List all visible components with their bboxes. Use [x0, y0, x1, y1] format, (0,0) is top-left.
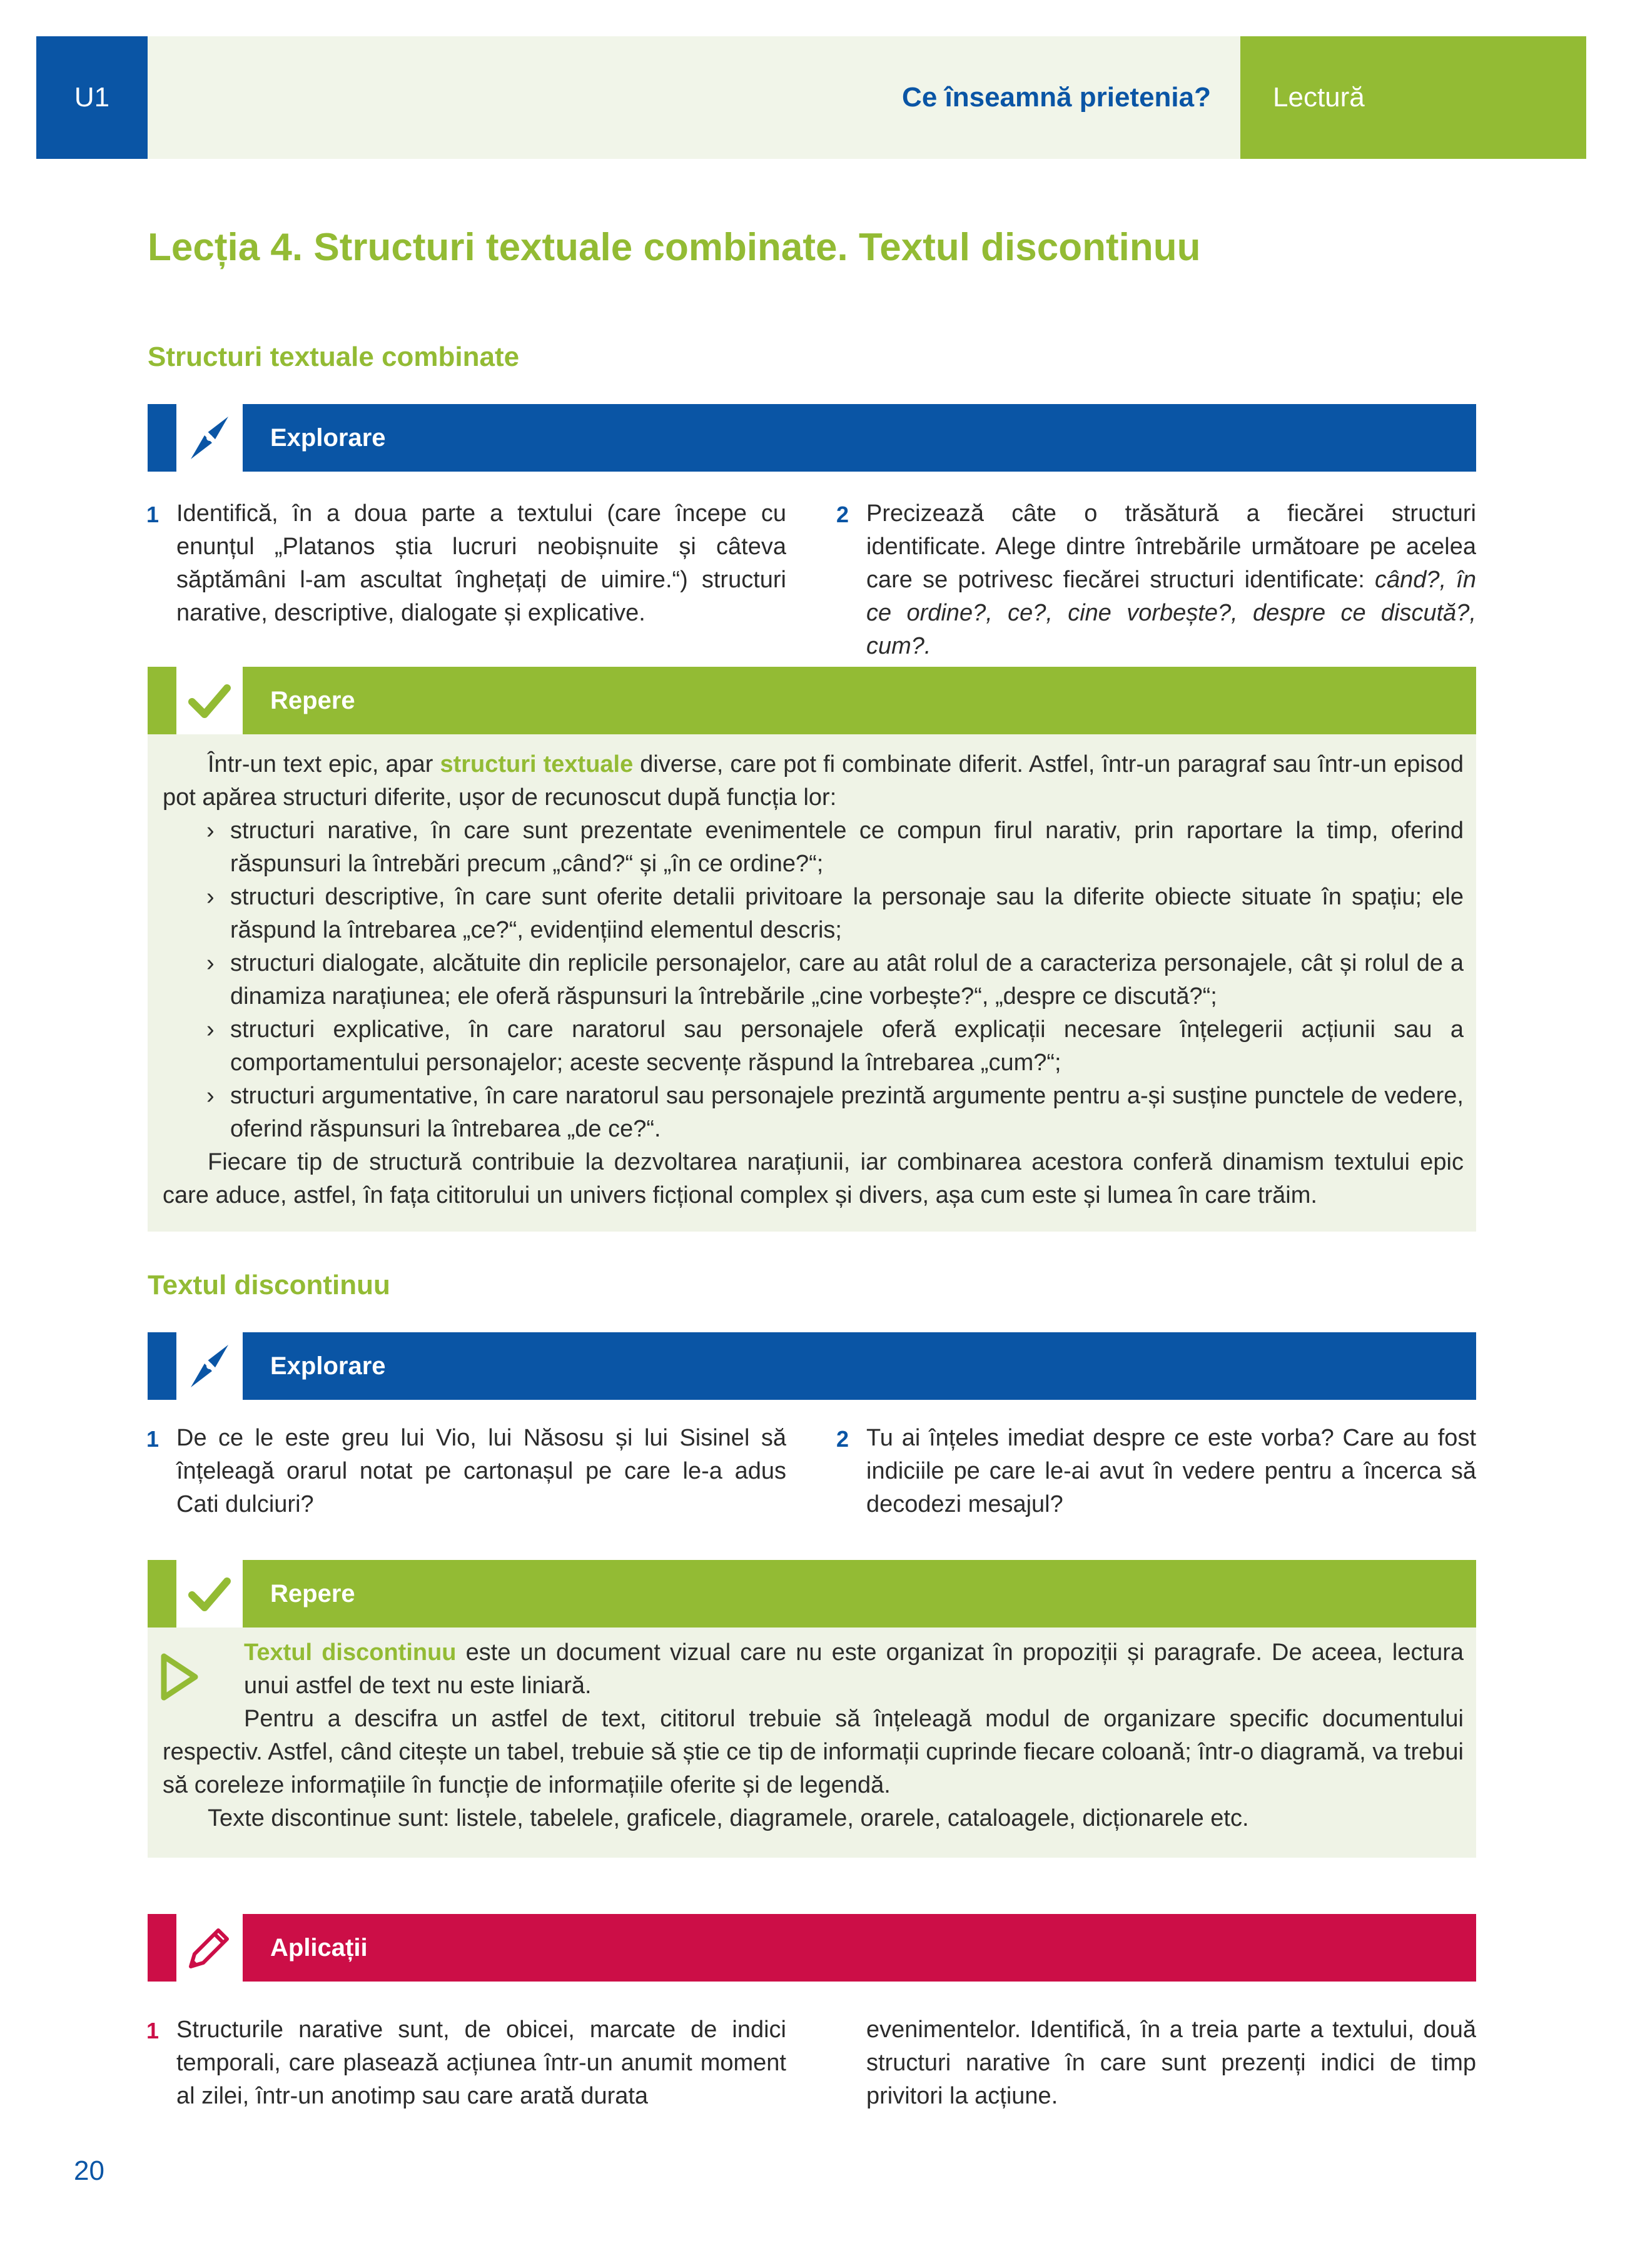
exercise-text: De ce le este greu lui Vio, lui Năsosu și lui Sisinel să înțeleagă orarul notat pe cartonașul pe care le-a adus Cati dulciuri?: [176, 1425, 786, 1517]
checkmark-icon: [176, 667, 243, 734]
list-item-text: structuri dialogate, alcătuite din replicile personajelor, care au atât rolul de a caracteriza personajele, cât și rolul de a dinamiza narațiunea; ele oferă răspunsuri la întrebările „cine vorbește?“, „despre ce discută?“;: [230, 950, 1464, 1010]
header-section-label: Lectură: [1273, 82, 1365, 113]
bullet-marker: ›: [206, 950, 215, 976]
bullet-marker: ›: [206, 1083, 215, 1109]
list-item: [206, 1080, 1464, 1146]
unit-label: U1: [74, 82, 110, 113]
pencil-icon: [176, 1914, 243, 1982]
exercise-text-col1: Structurile narative sunt, de obicei, marcate de indici temporali, care plasează acțiunea într-un anumit moment al zilei, într-un anotimp sau care arată durata: [176, 2017, 786, 2109]
paragraph-text: este un document vizual care nu este organizat în propoziții și paragrafe. De aceea, lectura unui astfel de text nu este liniară.: [244, 1639, 1464, 1699]
repere-bar-tab: [148, 1560, 176, 1628]
explorare-bar-tab: [148, 404, 176, 472]
list-item-text: structuri argumentative, în care naratorul sau personajele prezintă argumente pentru a-și susține punctele de vedere, oferind răspunsuri la întrebarea „de ce?“.: [230, 1083, 1464, 1142]
explorare-bar-tab: [148, 1332, 176, 1400]
repere-intro: [163, 748, 1464, 814]
checkmark-icon: [176, 1560, 243, 1628]
exercise-text-col2: evenimentelor. Identifică, în a treia parte a textului, două structuri narative în care sunt prezenți indici de timp privitori la acțiune.: [866, 2017, 1476, 2109]
section-heading-textul-discontinuu: Textul discontinuu: [148, 1270, 390, 1300]
aplicatii-label: Aplicații: [270, 1933, 368, 1962]
list-item-text: structuri narative, în care sunt prezentate evenimentele ce compun firul narativ, prin raportare la timp, oferind răspunsuri la întrebări precum „când?“ și „în ce ordine?“;: [230, 818, 1464, 877]
repere-bar: [243, 1560, 1476, 1628]
explorare-label: Explorare: [270, 1352, 386, 1380]
unit-badge: [36, 36, 148, 159]
repere-paragraph-3: Texte discontinue sunt: listele, tabelele, graficele, diagramele, orarele, cataloagele, dicționarele etc.: [208, 1805, 1249, 1831]
highlight-term: structuri textuale: [440, 751, 634, 777]
play-triangle-icon: [158, 1651, 201, 1706]
exercise-number: 1: [146, 1426, 159, 1452]
page-number: 20: [74, 2155, 104, 2186]
repere-paragraph-2: Pentru a descifra un astfel de text, cititorul trebuie să înțeleagă modul de organizare specific documentului respectiv. Astfel, când citește un tabel, trebuie să știe ce tip de informații cuprinde fiecare coloană; într-o diagramă, va trebui să coreleze informațiile în funcție de informațiile oferite și de legendă.: [163, 1706, 1464, 1798]
exercise-number: 1: [146, 2018, 159, 2043]
highlight-term: Textul discontinuu: [244, 1639, 457, 1666]
exercise-text: Tu ai înțeles imediat despre ce este vorba? Care au fost indiciile pe care le-ai avut în vedere pentru a încerca să decodezi mesajul?: [866, 1425, 1476, 1517]
exercise-text: Identifică, în a doua parte a textului (care începe cu enunțul „Platanos știa lucruri neobișnuite și câteva săptămâni l-am ascultat înghețați de uimire.“) structuri narative, descriptive, dialogate și explicative.: [176, 500, 786, 626]
repere-bar-tab: [148, 667, 176, 734]
intro-text: diverse, care pot fi combinate diferit. Astfel, într-un paragraf sau într-un episod pot apărea structuri diferite, ușor de recunoscut după funcția lor:: [163, 751, 1464, 811]
repere-closing: Fiecare tip de structură contribuie la dezvoltarea narațiunii, iar combinarea acestora conferă dinamism textului epic care aduce, astfel, în fața cititorului un univers ficțional complex și divers, așa cum este și lumea în care trăim.: [163, 1149, 1464, 1208]
exercise-number: 1: [146, 502, 159, 527]
bullet-marker: ›: [206, 884, 215, 910]
compass-needle-icon: [176, 404, 243, 472]
repere-label: Repere: [270, 686, 355, 714]
aplicatii-bar: [243, 1914, 1476, 1982]
bullet-marker: ›: [206, 1016, 215, 1043]
aplicatii-bar-tab: [148, 1914, 176, 1982]
explorare-bar: [243, 1332, 1476, 1400]
exercise-text-plain: Precizează câte o trăsătură a fiecărei structuri identificate. Alege dintre întrebările următoare pe acelea care se potrivesc fiecărei structuri identificate:: [866, 500, 1476, 593]
header-question: [148, 36, 1211, 159]
exercise-text-italic-questions: când?, în ce ordine?, ce?, cine vorbește?, despre ce discută?, cum?.: [866, 567, 1476, 659]
structure-list: [163, 814, 1464, 1146]
list-item: [206, 881, 1464, 947]
lesson-title: Lecția 4. Structuri textuale combinate. Textul discontinuu: [148, 226, 1201, 269]
repere-label: Repere: [270, 1579, 355, 1607]
header-section-tab: [1240, 36, 1586, 159]
exercise-number: 2: [836, 1426, 849, 1452]
compass-needle-icon: [176, 1332, 243, 1400]
list-item-text: structuri descriptive, în care sunt oferite detalii privitoare la personaje sau la diferite obiecte situate în spațiu; ele răspund la întrebarea „ce?“, evidențiind elementul descris;: [230, 884, 1464, 943]
repere-paragraphs: [163, 1703, 1464, 1835]
explorare-bar: [243, 404, 1476, 472]
repere-paragraph-1: [244, 1636, 1464, 1703]
intro-text: Într-un text epic, apar: [208, 751, 440, 777]
exercise-text: [866, 497, 1476, 663]
section-heading-structuri: Structuri textuale combinate: [148, 342, 520, 372]
repere-bar: [243, 667, 1476, 734]
list-item: [206, 814, 1464, 881]
list-item: [206, 1013, 1464, 1080]
header-question-text: Ce înseamnă prietenia?: [902, 82, 1211, 113]
repere-content: [163, 748, 1464, 1212]
bullet-marker: ›: [206, 818, 215, 844]
explorare-label: Explorare: [270, 423, 386, 452]
exercise-number: 2: [836, 502, 849, 527]
list-item: [206, 947, 1464, 1013]
list-item-text: structuri explicative, în care naratorul sau personajele oferă explicații necesare înțelegerii acțiunii sau a comportamentului personajelor; aceste secvențe răspund la întrebarea „cum?“;: [230, 1016, 1464, 1076]
